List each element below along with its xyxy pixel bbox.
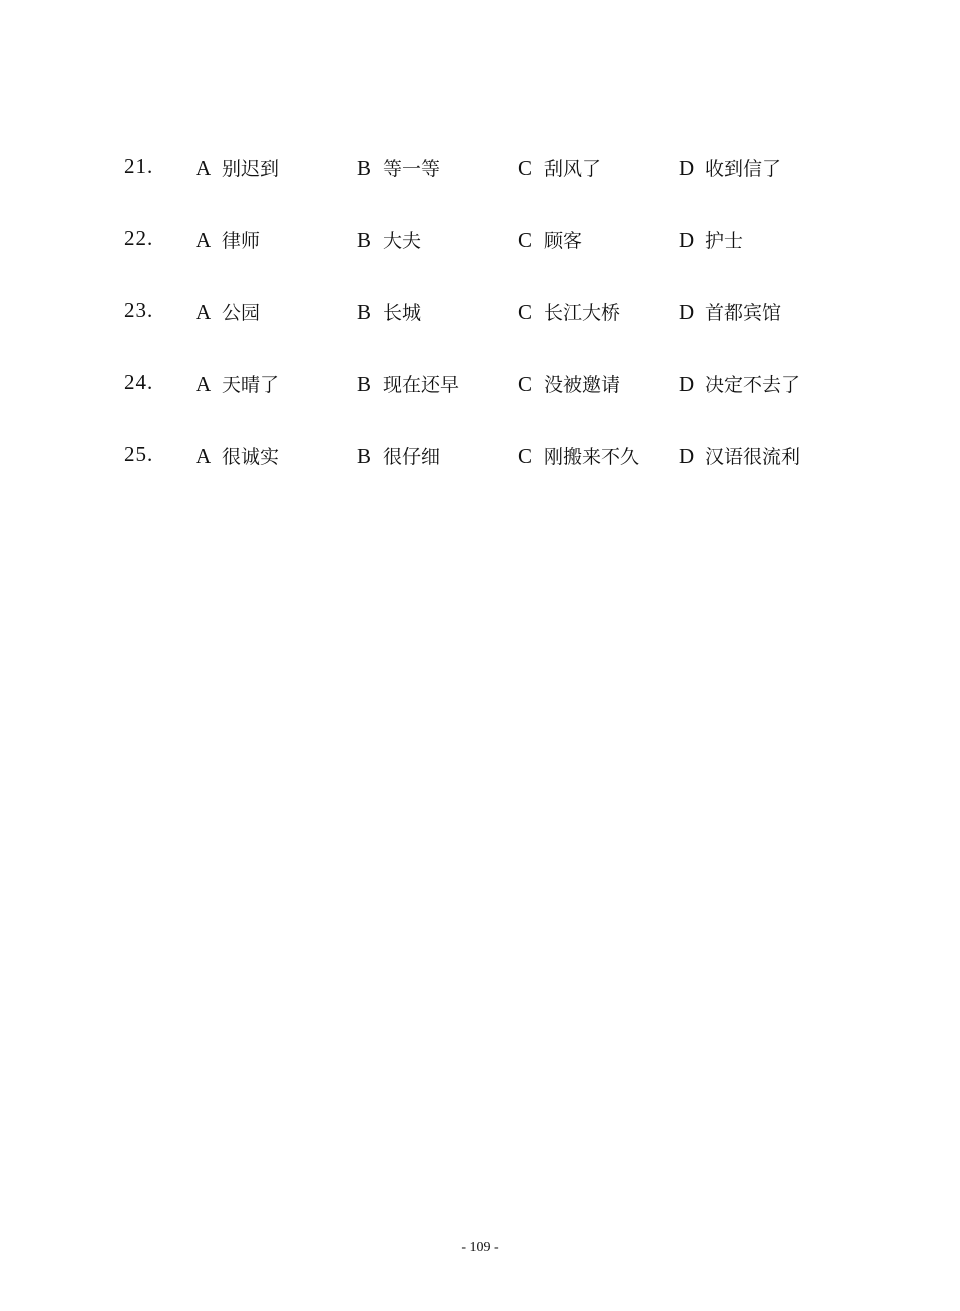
option-letter: D	[679, 156, 695, 180]
option-d	[679, 442, 800, 469]
option-letter: C	[518, 444, 533, 468]
question-number: 21.	[124, 154, 154, 178]
question-row-25	[0, 438, 960, 510]
option-text: 天晴了	[222, 374, 280, 396]
option-letter: C	[518, 372, 533, 396]
option-text: 别迟到	[222, 158, 280, 180]
option-a	[196, 442, 279, 469]
option-text: 长江大桥	[544, 302, 621, 324]
option-text: 现在还早	[383, 374, 460, 396]
option-letter: D	[679, 228, 695, 252]
option-text: 很诚实	[222, 446, 280, 468]
option-text: 顾客	[544, 230, 583, 252]
option-c	[518, 298, 620, 325]
option-b	[357, 226, 421, 253]
option-letter: B	[357, 444, 372, 468]
question-row-21	[0, 150, 960, 222]
option-b	[357, 370, 459, 397]
option-text: 汉语很流利	[705, 446, 801, 468]
option-a	[196, 154, 279, 181]
option-text: 决定不去了	[705, 374, 801, 396]
option-letter: A	[196, 372, 212, 396]
option-letter: D	[679, 372, 695, 396]
option-text: 首都宾馆	[705, 302, 782, 324]
question-number: 22.	[124, 226, 154, 250]
question-list	[0, 150, 960, 510]
option-letter: A	[196, 228, 212, 252]
option-c	[518, 370, 620, 397]
option-d	[679, 154, 781, 181]
option-text: 收到信了	[705, 158, 782, 180]
option-c	[518, 154, 601, 181]
option-d	[679, 298, 781, 325]
option-letter: B	[357, 300, 372, 324]
option-a	[196, 226, 260, 253]
option-b	[357, 298, 421, 325]
option-d	[679, 370, 800, 397]
option-letter: D	[679, 444, 695, 468]
option-a	[196, 298, 260, 325]
option-b	[357, 442, 440, 469]
option-text: 刮风了	[544, 158, 602, 180]
option-text: 护士	[705, 230, 744, 252]
option-text: 等一等	[383, 158, 441, 180]
option-text: 很仔细	[383, 446, 441, 468]
option-letter: B	[357, 372, 372, 396]
option-text: 律师	[222, 230, 261, 252]
question-number: 25.	[124, 442, 154, 466]
option-text: 大夫	[383, 230, 422, 252]
option-b	[357, 154, 440, 181]
option-text: 没被邀请	[544, 374, 621, 396]
option-text: 公园	[222, 302, 261, 324]
option-letter: B	[357, 228, 372, 252]
option-c	[518, 442, 639, 469]
question-number: 23.	[124, 298, 154, 322]
option-letter: B	[357, 156, 372, 180]
option-c	[518, 226, 582, 253]
option-letter: C	[518, 228, 533, 252]
option-text: 长城	[383, 302, 422, 324]
option-d	[679, 226, 743, 253]
option-letter: D	[679, 300, 695, 324]
option-letter: A	[196, 444, 212, 468]
option-text: 刚搬来不久	[544, 446, 640, 468]
option-letter: A	[196, 300, 212, 324]
page-number: - 109 -	[461, 1240, 499, 1255]
question-number: 24.	[124, 370, 154, 394]
question-row-23	[0, 294, 960, 366]
option-letter: C	[518, 300, 533, 324]
question-row-24	[0, 366, 960, 438]
option-letter: C	[518, 156, 533, 180]
question-row-22	[0, 222, 960, 294]
option-a	[196, 370, 279, 397]
option-letter: A	[196, 156, 212, 180]
